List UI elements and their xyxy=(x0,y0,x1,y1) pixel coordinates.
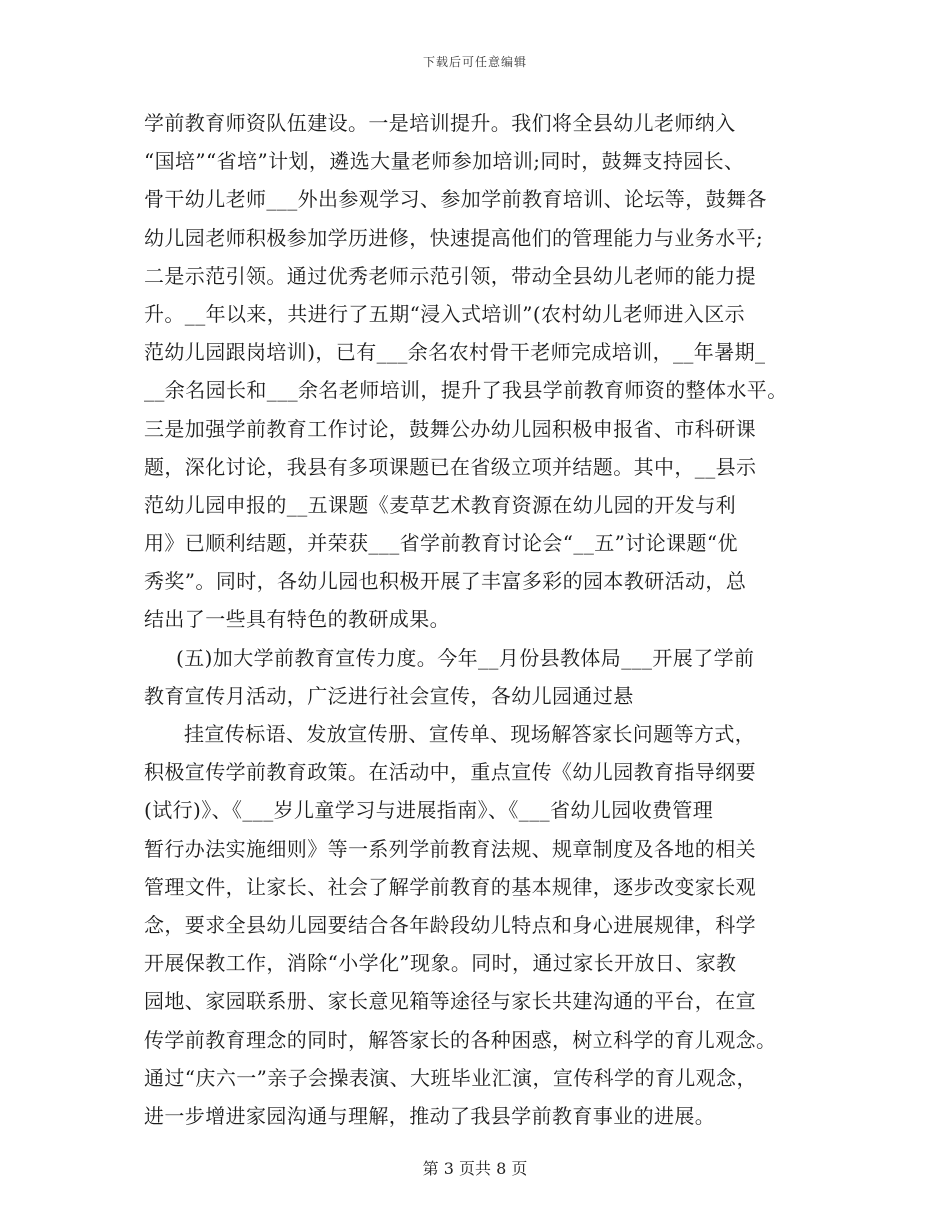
body-line: 骨干幼儿老师___外出参观学习、参加学前教育培训、论坛等，鼓舞各 xyxy=(144,187,767,212)
body-line: 积极宣传学前教育政策。在活动中，重点宣传《幼儿园教育指导纲要 xyxy=(144,760,756,785)
document-body xyxy=(144,104,824,1135)
body-line: 学前教育师资队伍建设。一是培训提升。我们将全县幼儿老师纳入 xyxy=(144,111,736,135)
body-line: 结出了一些具有特色的教研成果。 xyxy=(144,607,450,632)
page-number: 第 3 页共 8 页 xyxy=(422,1159,528,1178)
body-line: 园地、家园联系册、家长意见箱等途径与家长共建沟通的平台，在宣 xyxy=(144,989,756,1014)
body-line: 传学前教育理念的同时，解答家长的各种困惑，树立科学的育儿观念。 xyxy=(144,1027,777,1052)
body-line: 幼儿园老师积极参加学历进修，快速提高他们的管理能力与业务水平; xyxy=(144,225,764,250)
body-line: “国培”“省培”计划，遴选大量老师参加培训;同时，鼓舞支持园长、 xyxy=(144,149,745,174)
section-heading-line: (五)加大学前教育宣传力度。今年__月份县教体局___开展了学前 xyxy=(176,645,755,670)
body-line: 秀奖”。同时，各幼儿园也积极开展了丰富多彩的园本教研活动，总 xyxy=(144,569,747,594)
body-line: 范幼儿园跟岗培训)，已有___余名农村骨干老师完成培训，__年暑期_ xyxy=(144,340,766,365)
page-header: 下载后可任意编辑 xyxy=(422,55,527,69)
body-line: 进一步增进家园沟通与理解，推动了我县学前教育事业的进展。 xyxy=(144,1103,716,1128)
body-line: 用》已顺利结题，并荣获___省学前教育讨论会“__五”讨论课题“优 xyxy=(144,531,738,556)
body-line: (试行)》、《___岁儿童学习与进展指南》、《___省幼儿园收费管理 xyxy=(144,798,714,823)
body-line: 管理文件，让家长、社会了解学前教育的基本规律，逐步改变家长观 xyxy=(144,874,756,899)
body-line: 三是加强学前教育工作讨论，鼓舞公办幼儿园积极申报省、市科研课 xyxy=(144,416,756,441)
body-line: 教育宣传月活动，广泛进行社会宣传，各幼儿园通过悬 xyxy=(144,683,634,708)
body-line: 范幼儿园申报的__五课题《麦草艺术教育资源在幼儿园的开发与利 xyxy=(144,492,736,517)
body-line: 暂行办法实施细则》等一系列学前教育法规、规章制度及各地的相关 xyxy=(144,836,756,861)
body-line: 开展保教工作，消除“小学化”现象。同时，通过家长开放日、家教 xyxy=(144,951,737,976)
body-line: 念，要求全县幼儿园要结合各年龄段幼儿特点和身心进展规律，科学 xyxy=(144,912,756,937)
body-line: __余名园长和___余名老师培训，提升了我县学前教育师资的整体水平。 xyxy=(144,378,788,403)
body-line: 升。__年以来，共进行了五期“浸入式培训”(农村幼儿老师进入区示 xyxy=(144,301,746,326)
body-line: 题，深化讨论，我县有多项课题已在省级立项并结题。其中，__县示 xyxy=(144,454,757,479)
body-line: 二是示范引领。通过优秀老师示范引领，带动全县幼儿老师的能力提 xyxy=(144,263,756,288)
body-line: 通过“庆六一”亲子会操表演、大班毕业汇演，宣传科学的育儿观念， xyxy=(144,1065,757,1090)
body-line: 挂宣传标语、发放宣传册、宣传单、现场解答家长问题等方式， xyxy=(184,722,756,746)
